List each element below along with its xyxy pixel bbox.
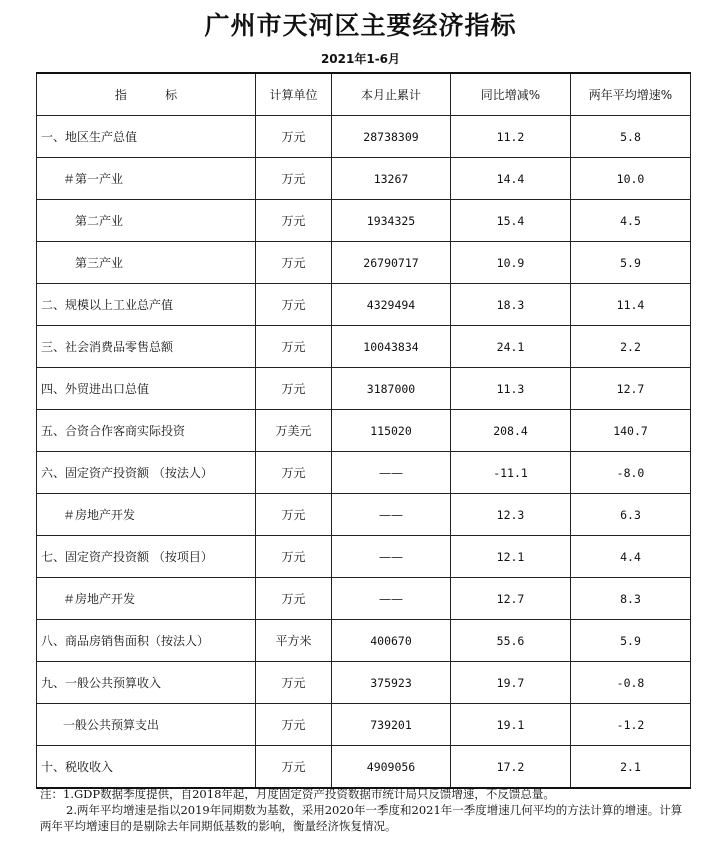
row-label: 十、税收收入 [37,746,256,789]
header-indicator: 指 标 [37,73,256,116]
row-yoy: 12.7 [451,578,571,620]
row-yoy: 10.9 [451,242,571,284]
period-subtitle: 2021年1-6月 [320,52,401,66]
row-label: 一、地区生产总值 [37,116,256,158]
row-unit: 万元 [256,452,332,494]
row-two-year: -1.2 [571,704,691,746]
row-unit: 平方米 [256,620,332,662]
row-yoy: 17.2 [451,746,571,789]
row-yoy: 15.4 [451,200,571,242]
row-yoy: 12.3 [451,494,571,536]
row-label: 第三产业 [37,242,256,284]
table-row [37,284,691,326]
row-yoy: 55.6 [451,620,571,662]
row-unit: 万元 [256,494,332,536]
row-unit: 万元 [256,200,332,242]
row-two-year: 2.1 [571,746,691,789]
row-unit: 万元 [256,368,332,410]
row-unit: 万元 [256,158,332,200]
row-label: ＃第一产业 [37,158,256,200]
row-unit: 万美元 [256,410,332,452]
row-yoy: 14.4 [451,158,571,200]
table-row [37,704,691,746]
row-value: 115020 [332,410,451,452]
table-row [37,494,691,536]
row-label: 六、固定资产投资额 （按法人） [37,452,256,494]
row-label: 七、固定资产投资额 （按项目） [37,536,256,578]
row-unit: 万元 [256,242,332,284]
row-yoy: 208.4 [451,410,571,452]
footnote-2: 2.两年平均增速是指以2019年同期数为基数，采用2020年一季度和2021年一季度增速几何平均的方法计算的增速。计算两年平均增速目的是剔除去年同期低基数的影响，衡量经济恢复情况。 [40,803,683,833]
row-yoy: -11.1 [451,452,571,494]
row-label: 九、一般公共预算收入 [37,662,256,704]
row-label: 八、商品房销售面积（按法人） [37,620,256,662]
row-unit: 万元 [256,578,332,620]
table-row [37,368,691,410]
row-two-year: -8.0 [571,452,691,494]
table-row [37,410,691,452]
row-two-year: 10.0 [571,158,691,200]
row-unit: 万元 [256,536,332,578]
row-yoy: 19.7 [451,662,571,704]
table-row [37,536,691,578]
row-two-year: 2.2 [571,326,691,368]
row-value: 4329494 [332,284,451,326]
row-label: 四、外贸进出口总值 [37,368,256,410]
row-yoy: 18.3 [451,284,571,326]
row-label: 三、社会消费品零售总额 [37,326,256,368]
row-two-year: 4.4 [571,536,691,578]
row-value: 3187000 [332,368,451,410]
row-two-year: 4.5 [571,200,691,242]
row-two-year: -0.8 [571,662,691,704]
row-value: 375923 [332,662,451,704]
row-value: 400670 [332,620,451,662]
page-title: 广州市天河区主要经济指标 [204,11,517,40]
header-two-year: 两年平均增速% [571,73,691,116]
table-row [37,200,691,242]
table-row [37,578,691,620]
row-two-year: 11.4 [571,284,691,326]
table-row [37,662,691,704]
row-value: —— [332,494,451,536]
table-row [37,326,691,368]
row-unit: 万元 [256,284,332,326]
table-row [37,242,691,284]
table-row [37,452,691,494]
row-value: 1934325 [332,200,451,242]
row-value: —— [332,578,451,620]
row-unit: 万元 [256,704,332,746]
table-row [37,620,691,662]
footnote-1: 注：1.GDP数据季度提供，自2018年起，月度固定资产投资数据市统计局只反馈增速，不反馈总量。 [40,787,555,801]
row-value: 4909056 [332,746,451,789]
row-value: —— [332,536,451,578]
table-row [37,746,691,789]
row-yoy: 24.1 [451,326,571,368]
row-label: 二、规模以上工业总产值 [37,284,256,326]
row-unit: 万元 [256,662,332,704]
row-value: 13267 [332,158,451,200]
row-two-year: 12.7 [571,368,691,410]
row-label: 第二产业 [37,200,256,242]
row-yoy: 11.2 [451,116,571,158]
row-value: 26790717 [332,242,451,284]
row-two-year: 6.3 [571,494,691,536]
table-header-row [37,73,691,116]
header-yoy: 同比增减% [451,73,571,116]
row-value: 28738309 [332,116,451,158]
row-unit: 万元 [256,116,332,158]
header-cumulative: 本月止累计 [332,73,451,116]
table-row [37,158,691,200]
row-label: 一般公共预算支出 [37,704,256,746]
indicators-table [36,72,691,789]
row-value: 10043834 [332,326,451,368]
row-yoy: 12.1 [451,536,571,578]
row-unit: 万元 [256,326,332,368]
row-two-year: 140.7 [571,410,691,452]
table-row [37,116,691,158]
row-label: ＃房地产开发 [37,578,256,620]
row-two-year: 8.3 [571,578,691,620]
row-two-year: 5.9 [571,620,691,662]
row-label: 五、合资合作客商实际投资 [37,410,256,452]
row-label: ＃房地产开发 [37,494,256,536]
row-two-year: 5.8 [571,116,691,158]
row-unit: 万元 [256,746,332,789]
row-value: —— [332,452,451,494]
row-yoy: 11.3 [451,368,571,410]
header-unit: 计算单位 [256,73,332,116]
row-two-year: 5.9 [571,242,691,284]
row-yoy: 19.1 [451,704,571,746]
row-value: 739201 [332,704,451,746]
footnotes [40,786,690,834]
